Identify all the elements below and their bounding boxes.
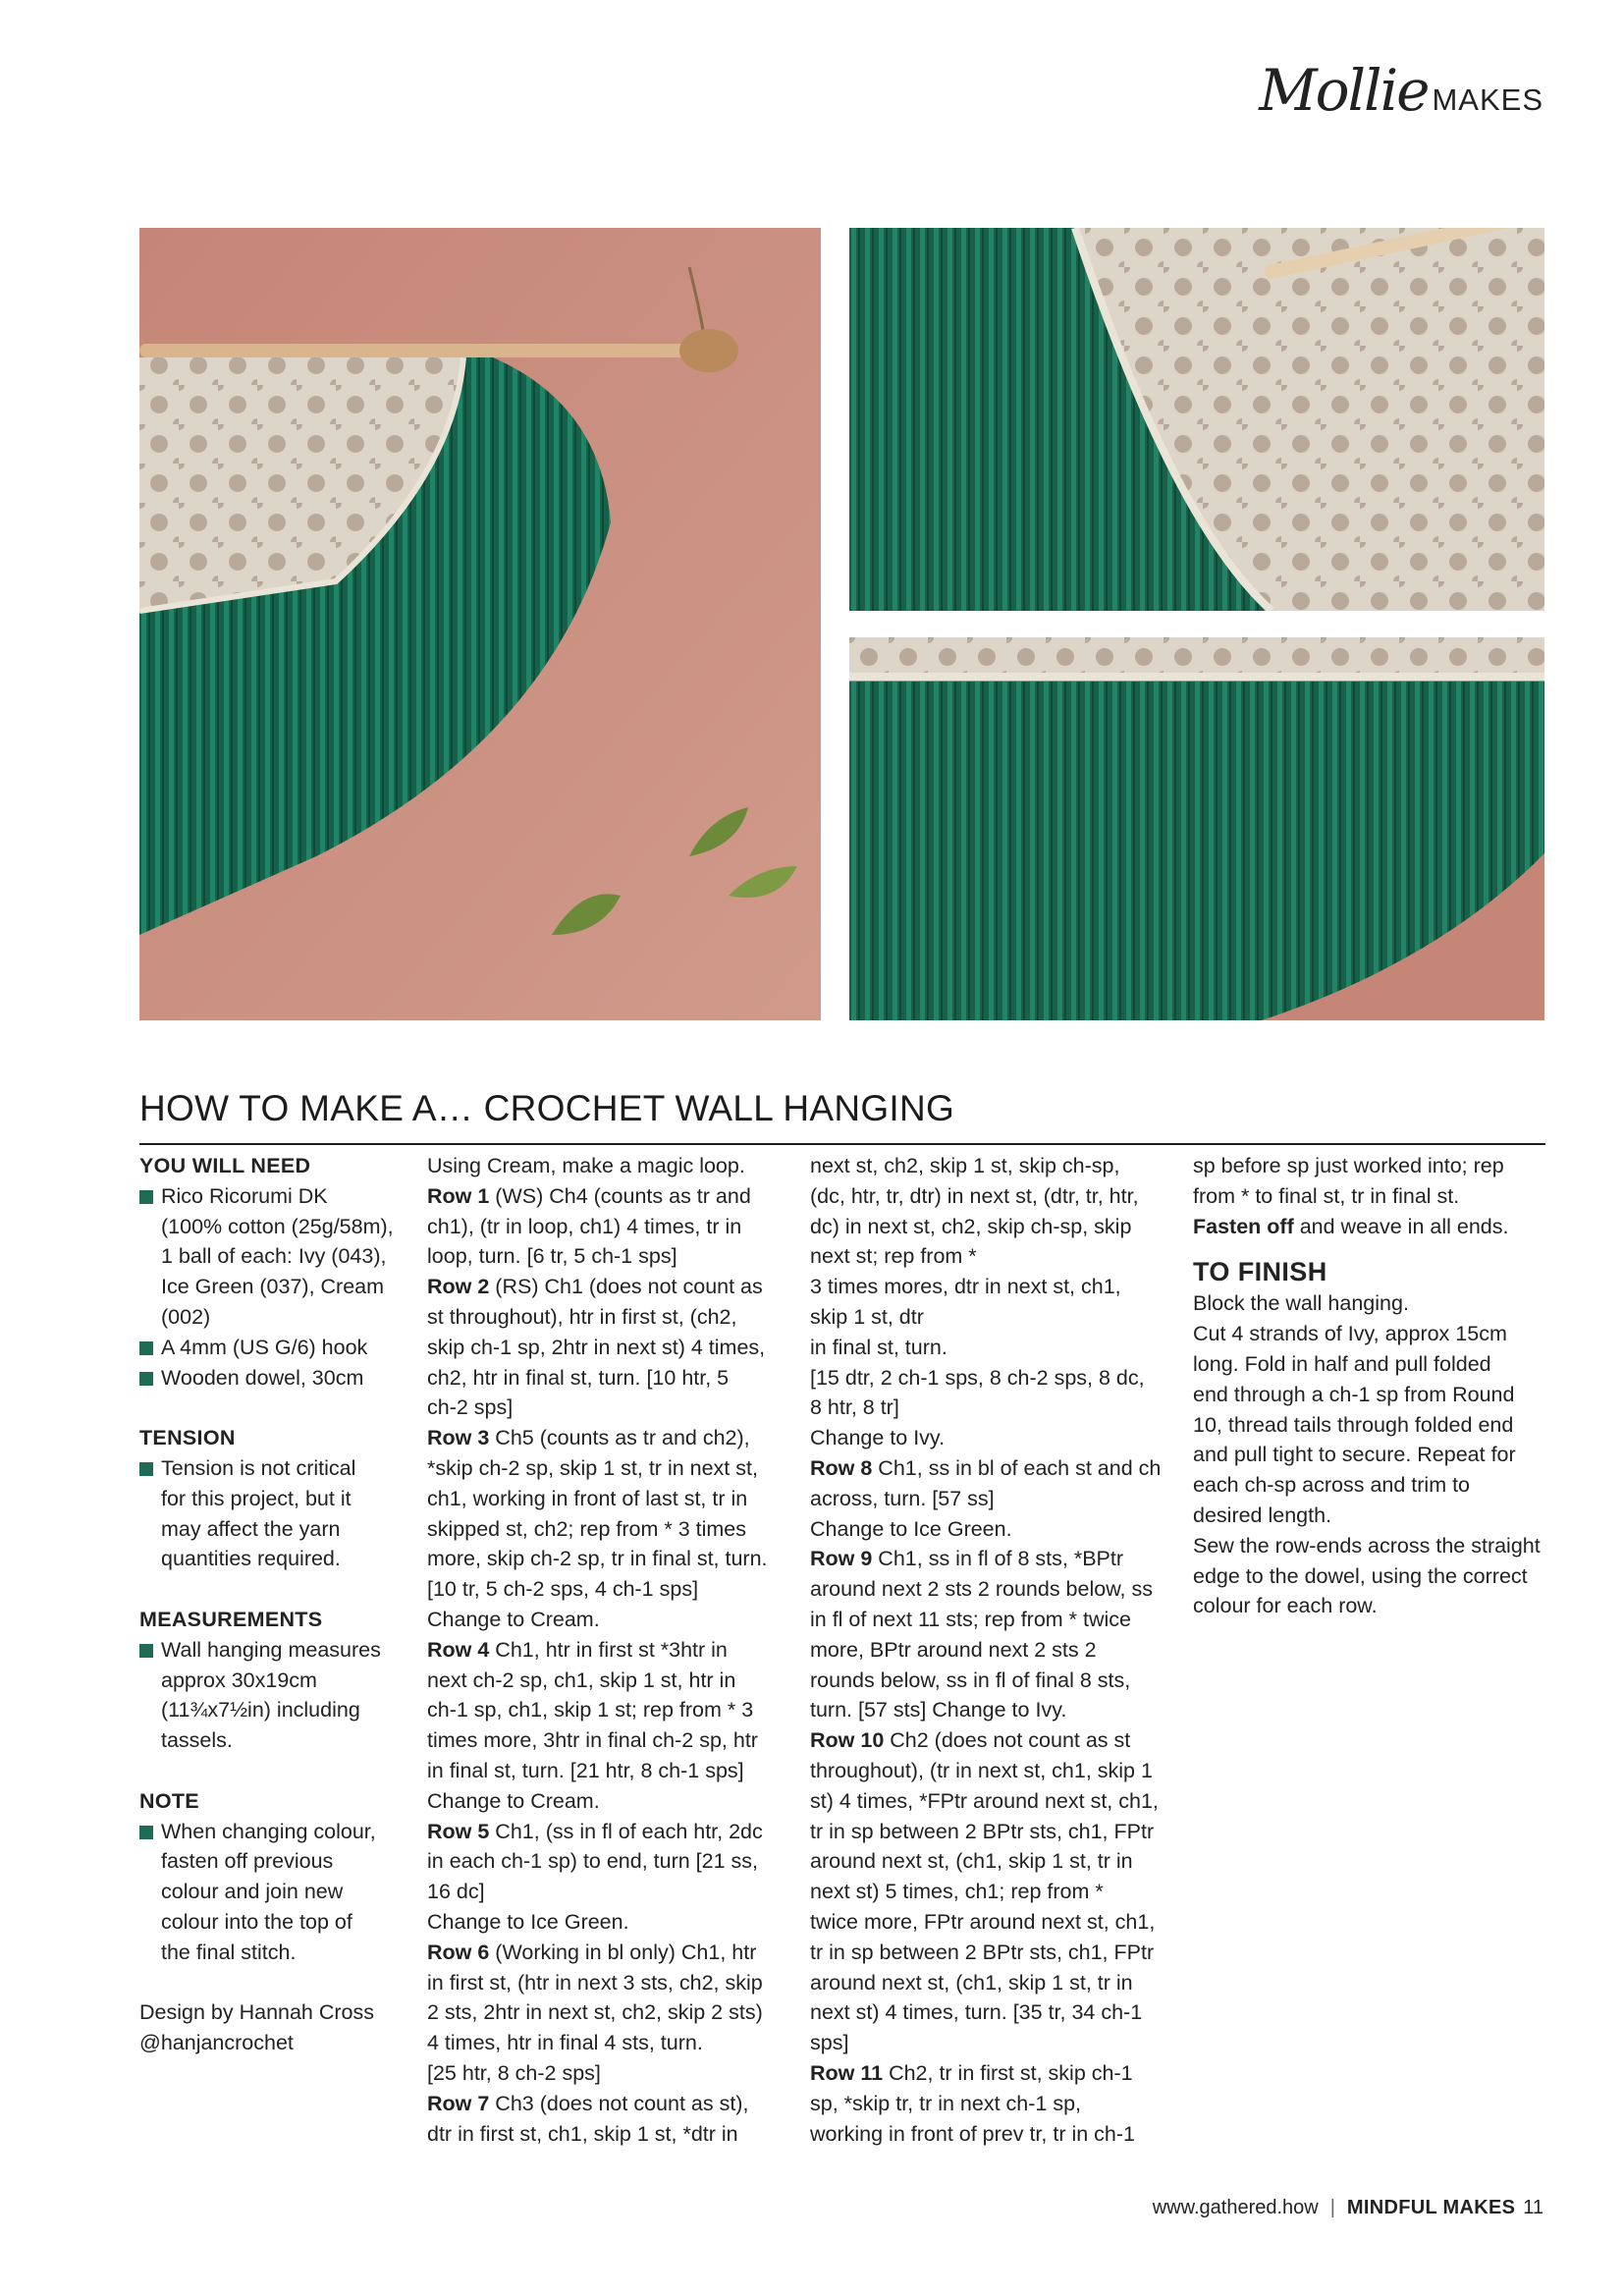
tension-heading: TENSION xyxy=(139,1426,236,1450)
pattern-text: [10 tr, 5 ch-2 sps, 4 ch-1 sps] xyxy=(427,1577,699,1602)
finish-line: edge to the dowel, using the correct xyxy=(1193,1563,1528,1588)
note-heading: NOTE xyxy=(139,1788,199,1813)
pattern-text: Ch2 (does not count as st xyxy=(884,1728,1131,1753)
pattern-text: from * to final st, tr in final st. xyxy=(1193,1183,1460,1208)
pattern-line xyxy=(810,1786,1173,1817)
pattern-line xyxy=(427,1544,790,1574)
pattern-line xyxy=(810,1666,1173,1696)
pattern-line xyxy=(427,1756,790,1786)
pattern-text: loop, turn. [6 tr, 5 ch-1 sps] xyxy=(427,1244,677,1269)
pattern-line xyxy=(427,1363,790,1394)
pattern-line xyxy=(810,1817,1173,1847)
list-line: When changing colour, xyxy=(161,1819,376,1843)
pattern-text: and weave in all ends. xyxy=(1293,1214,1509,1238)
pattern-text: 8 htr, 8 tr] xyxy=(810,1395,899,1420)
pattern-text: tr in sp between 2 BPtr sts, ch1, FPtr xyxy=(810,1819,1155,1843)
pattern-text: more, BPtr around next 2 sts 2 xyxy=(810,1637,1097,1662)
pattern-line xyxy=(810,1938,1173,1968)
pattern-line xyxy=(810,1877,1173,1907)
pattern-line xyxy=(427,2089,790,2119)
row-label: Row 8 xyxy=(810,1455,873,1480)
pattern-line xyxy=(810,1302,1173,1333)
pattern-text: 16 dc] xyxy=(427,1880,485,1904)
finish-line: Cut 4 strands of Ivy, approx 15cm xyxy=(1193,1322,1507,1346)
pattern-line xyxy=(427,1241,790,1272)
bullet-square-icon xyxy=(139,1644,153,1658)
row-label: Row 2 xyxy=(427,1275,490,1299)
bullet-square-icon xyxy=(139,1826,153,1839)
crochet-wall-hanging-photo xyxy=(139,228,821,1020)
list-line: (100% cotton (25g/58m), xyxy=(161,1214,394,1238)
pattern-line xyxy=(427,1725,790,1756)
row-label: Row 11 xyxy=(810,2060,884,2085)
pattern-text: *skip ch-2 sp, skip 1 st, tr in next st, xyxy=(427,1455,758,1480)
pattern-text: (Working in bl only) Ch1, htr xyxy=(489,1940,757,1964)
page-title: HOW TO MAKE A… CROCHET WALL HANGING xyxy=(139,1088,955,1128)
pattern-column-2 xyxy=(810,1151,1173,2149)
footer-url: www.gathered.how xyxy=(1152,2197,1319,2218)
pattern-line xyxy=(427,2119,790,2150)
pattern-line xyxy=(427,1846,790,1877)
pattern-text: st throughout), htr in first st, (ch2, xyxy=(427,1304,737,1329)
pattern-line xyxy=(810,1151,1173,1181)
pattern-line xyxy=(427,1907,790,1938)
finish-line: Sew the row-ends across the straight xyxy=(1193,1533,1541,1558)
finish-line: 10, thread tails through folded end xyxy=(1193,1412,1514,1437)
pattern-line xyxy=(810,2119,1173,2150)
pattern-text: st) 4 times, *FPtr around next st, ch1, xyxy=(810,1788,1159,1813)
pattern-line xyxy=(810,1241,1173,1272)
pattern-text: (RS) Ch1 (does not count as xyxy=(489,1275,763,1299)
list-line: tassels. xyxy=(161,1728,233,1753)
list-item xyxy=(139,1453,405,1574)
fringe-detail-photo xyxy=(849,637,1544,1020)
pattern-line xyxy=(810,1635,1173,1666)
pattern-text: Ch2, tr in first st, skip ch-1 xyxy=(883,2060,1133,2085)
list-line: for this project, but it xyxy=(161,1486,352,1510)
pattern-line xyxy=(427,1605,790,1635)
pattern-text: sp before sp just worked into; rep xyxy=(1193,1154,1504,1177)
design-credit: Design by Hannah Cross xyxy=(139,2000,375,2025)
pattern-text: 4 times, htr in final 4 sts, turn. xyxy=(427,2031,703,2055)
pattern-text: in final st, turn. [21 htr, 8 ch-1 sps] xyxy=(427,1758,744,1782)
pattern-line xyxy=(810,1907,1173,1938)
pattern-text: (dc, htr, tr, dtr) in next st, (dtr, tr, htr, xyxy=(810,1183,1139,1208)
row-label: Row 7 xyxy=(427,2091,490,2115)
pattern-line xyxy=(427,1635,790,1666)
list-line: 1 ball of each: Ivy (043), xyxy=(161,1244,387,1269)
pattern-line xyxy=(810,1484,1173,1514)
list-line: Tension is not critical xyxy=(161,1455,356,1480)
pattern-text: around next st, (ch1, skip 1 st, tr in xyxy=(810,1970,1133,1995)
pattern-text: rounds below, ss in fl of final 8 sts, xyxy=(810,1667,1131,1692)
list-line: may affect the yarn xyxy=(161,1516,341,1541)
list-line: colour and join new xyxy=(161,1880,344,1904)
pattern-text: Using Cream, make a magic loop. xyxy=(427,1154,745,1177)
pattern-line xyxy=(810,1846,1173,1877)
designer-handle: @hanjancrochet xyxy=(139,2031,294,2055)
pattern-text: in first st, (htr in next 3 sts, ch2, skip xyxy=(427,1970,763,1995)
pattern-text: next st; rep from * xyxy=(810,1244,977,1269)
pattern-line xyxy=(427,1272,790,1302)
page-number: 11 xyxy=(1523,2197,1543,2218)
pattern-line xyxy=(810,1333,1173,1363)
pattern-line xyxy=(427,1997,790,2028)
pattern-text: next st) 4 times, turn. [35 tr, 34 ch-1 xyxy=(810,2000,1143,2025)
row-label: Row 1 xyxy=(427,1183,490,1208)
pattern-text: Ch1, ss in fl of 8 sts, *BPtr xyxy=(872,1547,1124,1571)
bullet-square-icon xyxy=(139,1341,153,1355)
pattern-line xyxy=(427,1817,790,1847)
pattern-text: tr in sp between 2 BPtr sts, ch1, FPtr xyxy=(810,1940,1155,1964)
pattern-text: Change to Ivy. xyxy=(810,1426,946,1450)
pattern-text: skip 1 st, dtr xyxy=(810,1304,924,1329)
pattern-line xyxy=(810,1272,1173,1302)
pattern-line xyxy=(810,1605,1173,1635)
bullet-square-icon xyxy=(139,1190,153,1204)
list-item xyxy=(139,1181,405,1333)
pattern-line xyxy=(427,1453,790,1484)
pattern-line xyxy=(1193,1151,1556,1181)
list-line: fasten off previous xyxy=(161,1849,334,1874)
pattern-line xyxy=(427,2028,790,2058)
pattern-text: Ch5 (counts as tr and ch2), xyxy=(489,1426,750,1450)
finish-line: each ch-sp across and trim to xyxy=(1193,1473,1471,1498)
to-finish-heading: TO FINISH xyxy=(1193,1257,1327,1287)
pattern-line xyxy=(427,1938,790,1968)
pattern-text: (WS) Ch4 (counts as tr and xyxy=(489,1183,751,1208)
finish-line: long. Fold in half and pull folded xyxy=(1193,1351,1491,1376)
pattern-line xyxy=(427,1666,790,1696)
pattern-line xyxy=(427,2058,790,2089)
pattern-line xyxy=(427,1877,790,1907)
pattern-line xyxy=(427,1212,790,1242)
pattern-text: sp, *skip tr, tr in next ch-1 sp, xyxy=(810,2091,1082,2115)
pattern-text: Change to Cream. xyxy=(427,1607,600,1631)
pattern-text: Ch3 (does not count as st), xyxy=(489,2091,749,2115)
pattern-text: next st, ch2, skip 1 st, skip ch-sp, xyxy=(810,1154,1120,1177)
pattern-line xyxy=(427,1968,790,1998)
pattern-text: dtr in first st, ch1, skip 1 st, *dtr in xyxy=(427,2121,738,2146)
pattern-text: Change to Cream. xyxy=(427,1788,600,1813)
pattern-text: throughout), (tr in next st, ch1, skip 1 xyxy=(810,1758,1153,1782)
pattern-text: across, turn. [57 ss] xyxy=(810,1486,995,1510)
list-item xyxy=(139,1333,405,1363)
title-rule xyxy=(139,1143,1545,1145)
pattern-line xyxy=(427,1484,790,1514)
bullet-square-icon xyxy=(139,1462,153,1476)
pattern-text: skip ch-1 sp, 2htr in next st) 4 times, xyxy=(427,1335,766,1359)
finish-line: colour for each row. xyxy=(1193,1594,1378,1618)
pattern-line xyxy=(427,1393,790,1423)
pattern-text: dc) in next st, ch2, skip ch-sp, skip xyxy=(810,1214,1132,1238)
list-item xyxy=(139,1363,405,1394)
pattern-text: in fl of next 11 sts; rep from * twice xyxy=(810,1607,1132,1631)
pattern-text: in final st, turn. xyxy=(810,1335,947,1359)
row-label: Row 4 xyxy=(427,1637,490,1662)
pattern-line xyxy=(810,1423,1173,1453)
list-line: Wall hanging measures xyxy=(161,1637,381,1662)
pattern-text: [25 htr, 8 ch-2 sps] xyxy=(427,2060,601,2085)
pattern-text: working in front of prev tr, tr in ch-1 xyxy=(810,2121,1135,2146)
pattern-line xyxy=(427,1151,790,1181)
pattern-line xyxy=(1193,1212,1556,1242)
row-label: Row 10 xyxy=(810,1728,885,1753)
pattern-line xyxy=(427,1333,790,1363)
pattern-text: sps] xyxy=(810,2031,849,2055)
brand-script: Mollie xyxy=(1259,57,1429,124)
list-line: Rico Ricorumi DK xyxy=(161,1183,328,1208)
brand-makes: MAKES xyxy=(1432,82,1543,117)
list-line: quantities required. xyxy=(161,1547,341,1571)
pattern-line xyxy=(810,1725,1173,1756)
pattern-line xyxy=(810,1363,1173,1394)
pattern-line xyxy=(810,1544,1173,1574)
page-footer xyxy=(1153,2197,1543,2219)
pattern-text: Ch1, ss in bl of each st and ch xyxy=(872,1455,1162,1480)
pattern-line xyxy=(810,1514,1173,1545)
pattern-text: 3 times mores, dtr in next st, ch1, xyxy=(810,1275,1121,1299)
pattern-line xyxy=(810,1574,1173,1605)
pattern-text: more, skip ch-2 sp, tr in final st, turn. xyxy=(427,1547,768,1571)
pattern-line xyxy=(427,1695,790,1725)
pattern-line xyxy=(427,1574,790,1605)
pattern-text: around next 2 sts 2 rounds below, ss xyxy=(810,1577,1153,1602)
pattern-text: ch1, working in front of last st, tr in xyxy=(427,1486,748,1510)
pattern-column-1 xyxy=(427,1151,790,2149)
pattern-text: ch1), (tr in loop, ch1) 4 times, tr in xyxy=(427,1214,742,1238)
list-line: colour into the top of xyxy=(161,1909,352,1934)
finish-line: and pull tight to secure. Repeat for xyxy=(1193,1443,1516,1467)
pattern-end xyxy=(1193,1151,1556,1241)
pattern-text: ch2, htr in final st, turn. [10 htr, 5 xyxy=(427,1365,730,1390)
pattern-column-3 xyxy=(1193,1151,1556,1621)
pattern-line xyxy=(810,1181,1173,1212)
pattern-text: ch-2 sps] xyxy=(427,1395,514,1420)
finish-line: end through a ch-1 sp from Round xyxy=(1193,1382,1515,1406)
pattern-text: Ch1, (ss in fl of each htr, 2dc xyxy=(489,1819,763,1843)
pattern-text: Ch1, htr in first st *3htr in xyxy=(489,1637,728,1662)
finish-instructions xyxy=(1193,1288,1556,1621)
footer-section: MINDFUL MAKES xyxy=(1346,2197,1516,2218)
pattern-line xyxy=(427,1514,790,1545)
row-label: Row 5 xyxy=(427,1819,490,1843)
pattern-line xyxy=(810,2058,1173,2089)
list-line: Wooden dowel, 30cm xyxy=(161,1365,364,1390)
pattern-line xyxy=(810,1393,1173,1423)
pattern-line xyxy=(810,1997,1173,2028)
pattern-line xyxy=(810,2028,1173,2058)
pattern-line xyxy=(427,1786,790,1817)
pattern-line xyxy=(810,1453,1173,1484)
pattern-line xyxy=(427,1423,790,1453)
pattern-text: in each ch-1 sp) to end, turn [21 ss, xyxy=(427,1849,759,1874)
pattern-text: 2 sts, 2htr in next st, ch2, skip 2 sts) xyxy=(427,2000,763,2025)
pattern-text: next ch-2 sp, ch1, skip 1 st, htr in xyxy=(427,1667,736,1692)
list-line: the final stitch. xyxy=(161,1940,297,1964)
pattern-text: around next st, (ch1, skip 1 st, tr in xyxy=(810,1849,1133,1874)
pattern-text: skipped st, ch2; rep from * 3 times xyxy=(427,1516,747,1541)
pattern-line xyxy=(427,1181,790,1212)
pattern-text: Change to Ice Green. xyxy=(427,1909,629,1934)
row-label: Row 9 xyxy=(810,1547,873,1571)
list-line: approx 30x19cm xyxy=(161,1667,317,1692)
pattern-text: Change to Ice Green. xyxy=(810,1516,1012,1541)
row-label: Fasten off xyxy=(1193,1214,1294,1238)
brand-logo xyxy=(1259,57,1543,124)
pattern-line xyxy=(810,1756,1173,1786)
row-label: Row 6 xyxy=(427,1940,490,1964)
row-label: Row 3 xyxy=(427,1426,490,1450)
requirements-column xyxy=(139,1151,405,2058)
footer-separator: | xyxy=(1329,2197,1335,2218)
finish-line: Block the wall hanging. xyxy=(1193,1291,1409,1316)
crochet-detail-photo xyxy=(849,228,1544,611)
measurements-heading: MEASUREMENTS xyxy=(139,1607,323,1631)
pattern-text: times more, 3htr in final ch-2 sp, htr xyxy=(427,1728,758,1753)
pattern-text: [15 dtr, 2 ch-1 sps, 8 ch-2 sps, 8 dc, xyxy=(810,1365,1145,1390)
list-item xyxy=(139,1635,405,1756)
pattern-line xyxy=(810,1968,1173,1998)
pattern-line xyxy=(810,2089,1173,2119)
list-line: Ice Green (037), Cream xyxy=(161,1275,385,1299)
list-line: (002) xyxy=(161,1304,211,1329)
list-line: (11¾x7½in) including xyxy=(161,1698,360,1722)
finish-line: desired length. xyxy=(1193,1503,1332,1527)
pattern-line xyxy=(1193,1181,1556,1212)
pattern-text: turn. [57 sts] Change to Ivy. xyxy=(810,1698,1067,1722)
list-line: A 4mm (US G/6) hook xyxy=(161,1335,368,1359)
pattern-text: ch-1 sp, ch1, skip 1 st; rep from * 3 xyxy=(427,1698,754,1722)
pattern-line xyxy=(810,1695,1173,1725)
pattern-text: twice more, FPtr around next st, ch1, xyxy=(810,1909,1156,1934)
pattern-text: next st) 5 times, ch1; rep from * xyxy=(810,1880,1104,1904)
pattern-line xyxy=(427,1302,790,1333)
pattern-line xyxy=(810,1212,1173,1242)
list-item xyxy=(139,1817,405,1968)
you-will-need-heading: YOU WILL NEED xyxy=(139,1154,311,1177)
bullet-square-icon xyxy=(139,1372,153,1386)
